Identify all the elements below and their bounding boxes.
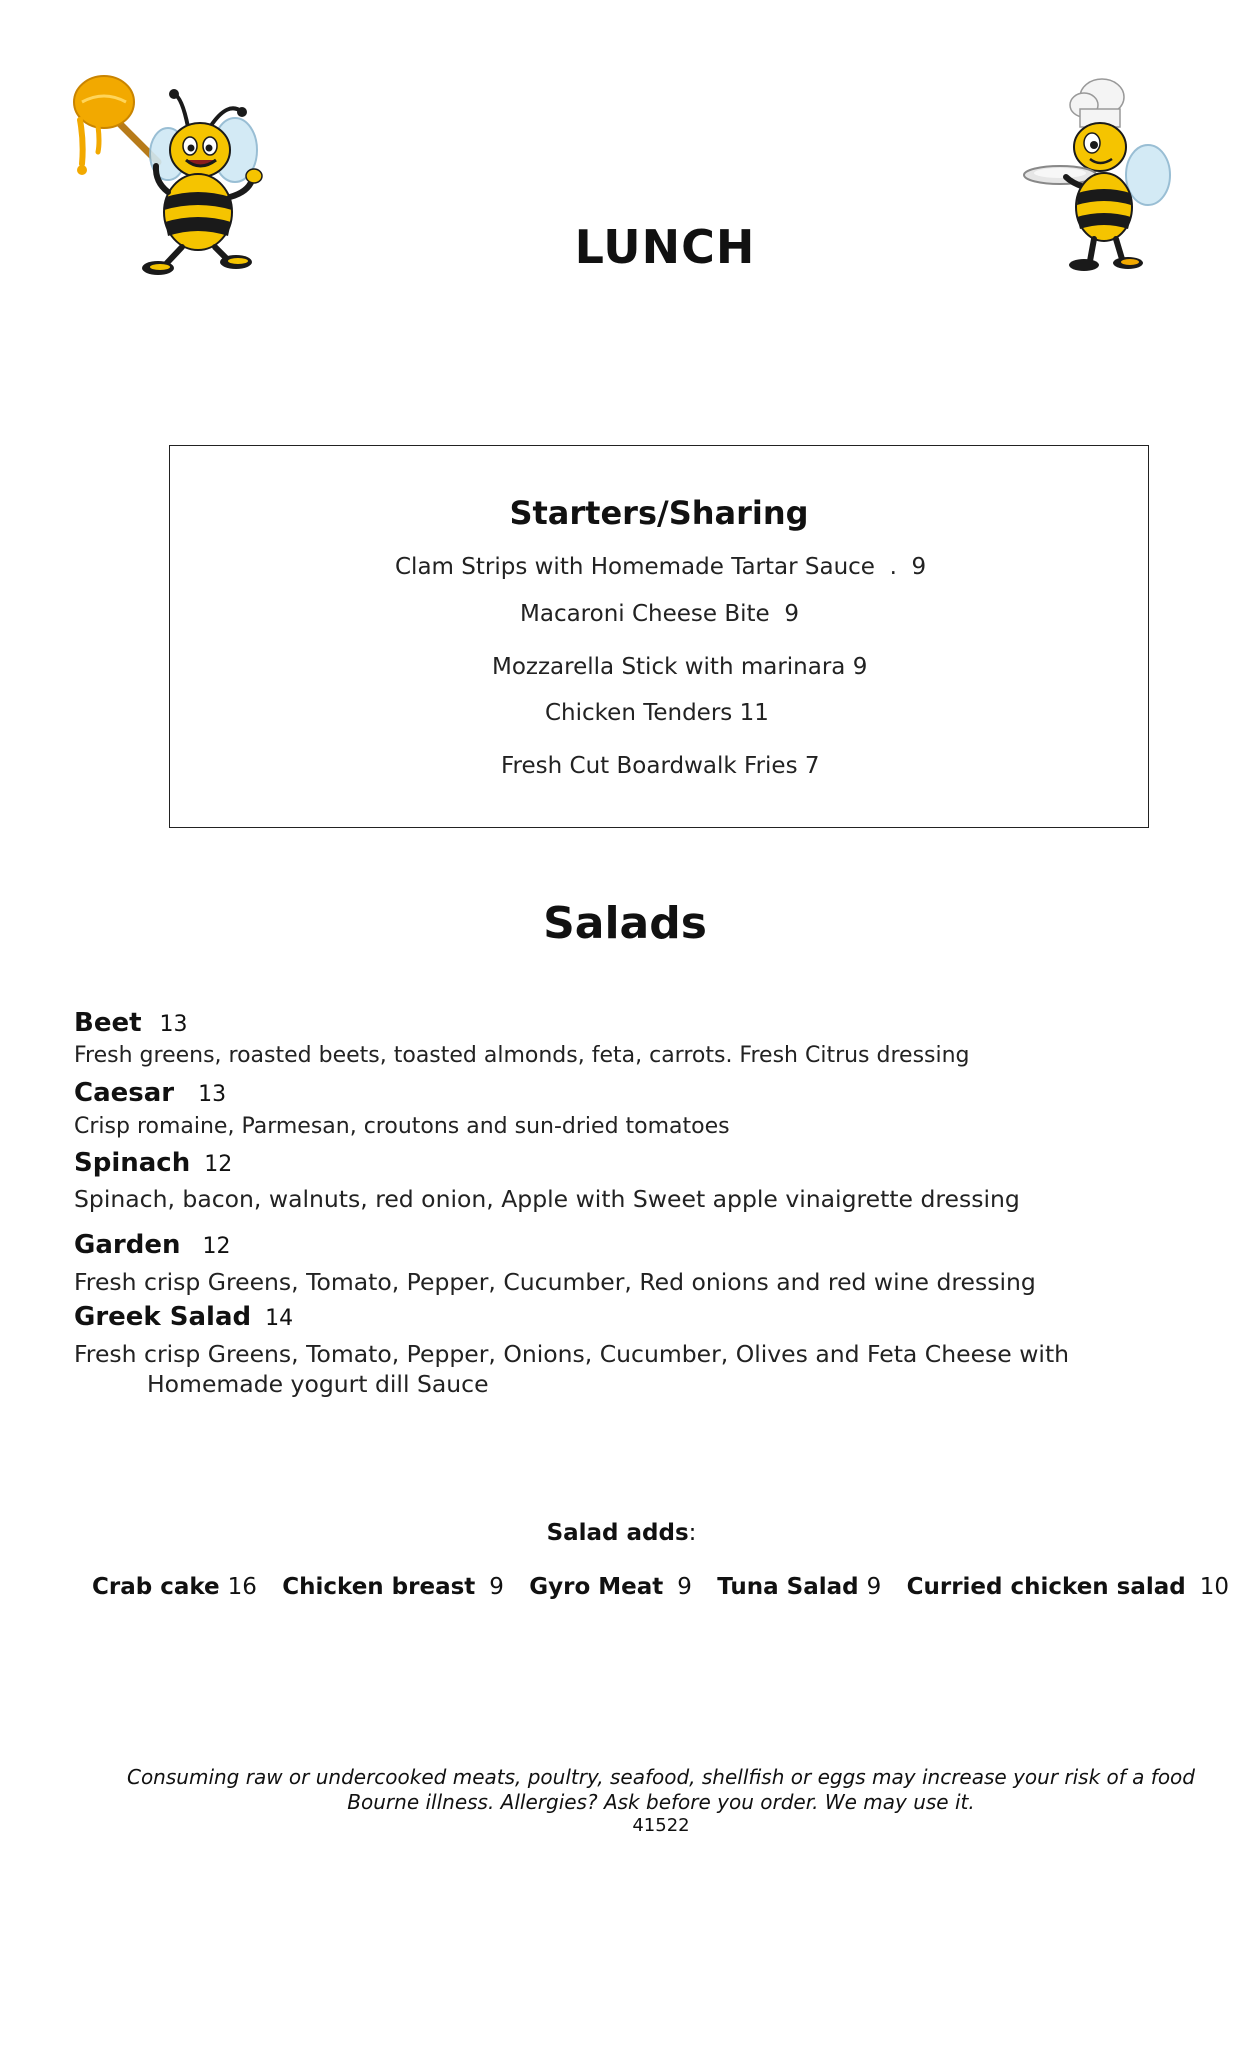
salad-adds-list bbox=[92, 1574, 1243, 1600]
allergy-disclaimer bbox=[0, 1765, 1243, 1815]
starter-item: Fresh Cut Boardwalk Fries 7 bbox=[501, 753, 820, 779]
add-price: 9 bbox=[677, 1574, 692, 1600]
salad-name bbox=[74, 1230, 230, 1260]
add-price: 16 bbox=[227, 1574, 257, 1600]
disclaimer-line: Consuming raw or undercooked meats, poultry, seafood, shellfish or eggs may increase your risk of a food bbox=[126, 1765, 1195, 1789]
salad-add-item bbox=[282, 1574, 504, 1600]
starter-item: Chicken Tenders 11 bbox=[545, 700, 769, 726]
salad-adds-label: Salad adds bbox=[546, 1520, 689, 1546]
add-name: Crab cake bbox=[92, 1574, 220, 1600]
salad-add-item bbox=[907, 1574, 1229, 1600]
salad-adds-heading bbox=[0, 1520, 1243, 1546]
salad-price: 14 bbox=[265, 1306, 294, 1331]
salad-title: Greek Salad bbox=[74, 1302, 252, 1332]
salad-title: Beet bbox=[74, 1008, 142, 1038]
salad-add-item bbox=[92, 1574, 257, 1600]
salad-description: Fresh greens, roasted beets, toasted almonds, feta, carrots. Fresh Citrus dressing bbox=[74, 1043, 970, 1068]
add-name: Chicken breast bbox=[282, 1574, 476, 1600]
salad-add-item bbox=[717, 1574, 881, 1600]
salads-heading: Salads bbox=[543, 898, 707, 949]
add-name: Tuna Salad bbox=[717, 1574, 859, 1600]
page-title: LUNCH bbox=[574, 220, 756, 274]
salad-price: 12 bbox=[204, 1152, 233, 1177]
add-price: 9 bbox=[489, 1574, 504, 1600]
add-name: Curried chicken salad bbox=[906, 1574, 1186, 1600]
salad-name bbox=[74, 1078, 226, 1108]
starter-item: Mozzarella Stick with marinara 9 bbox=[492, 654, 868, 680]
add-price: 10 bbox=[1199, 1574, 1230, 1600]
salad-price: 13 bbox=[198, 1082, 227, 1107]
salad-title: Garden bbox=[74, 1230, 181, 1260]
salad-price: 13 bbox=[159, 1012, 188, 1037]
salad-name bbox=[74, 1008, 188, 1038]
salad-title: Caesar bbox=[74, 1078, 175, 1108]
add-price: 9 bbox=[866, 1574, 882, 1600]
starter-item: Clam Strips with Homemade Tartar Sauce . 9 bbox=[395, 554, 927, 580]
salad-description: Fresh crisp Greens, Tomato, Pepper, Cucumber, Red onions and red wine dressing bbox=[74, 1268, 1036, 1296]
salad-description-continued: Homemade yogurt dill Sauce bbox=[147, 1370, 489, 1398]
salad-name bbox=[74, 1148, 232, 1178]
starters-heading: Starters/Sharing bbox=[509, 494, 809, 532]
starter-item: Macaroni Cheese Bite 9 bbox=[520, 601, 799, 627]
salad-description: Fresh crisp Greens, Tomato, Pepper, Onions, Cucumber, Olives and Feta Cheese with bbox=[74, 1340, 1070, 1368]
add-name: Gyro Meat bbox=[529, 1574, 664, 1600]
menu-code: 41522 bbox=[632, 1815, 690, 1836]
disclaimer-line: Bourne illness. Allergies? Ask before you order. We may use it. bbox=[347, 1790, 975, 1814]
starters-box bbox=[169, 445, 1149, 828]
salad-description: Spinach, bacon, walnuts, red onion, Apple with Sweet apple vinaigrette dressing bbox=[74, 1185, 1020, 1213]
salad-adds-colon: : bbox=[688, 1520, 697, 1546]
salad-title: Spinach bbox=[74, 1148, 191, 1178]
salad-add-item bbox=[529, 1574, 692, 1600]
salad-name bbox=[74, 1302, 293, 1332]
salad-description: Crisp romaine, Parmesan, croutons and sun-dried tomatoes bbox=[74, 1114, 730, 1139]
salad-price: 12 bbox=[202, 1234, 231, 1259]
